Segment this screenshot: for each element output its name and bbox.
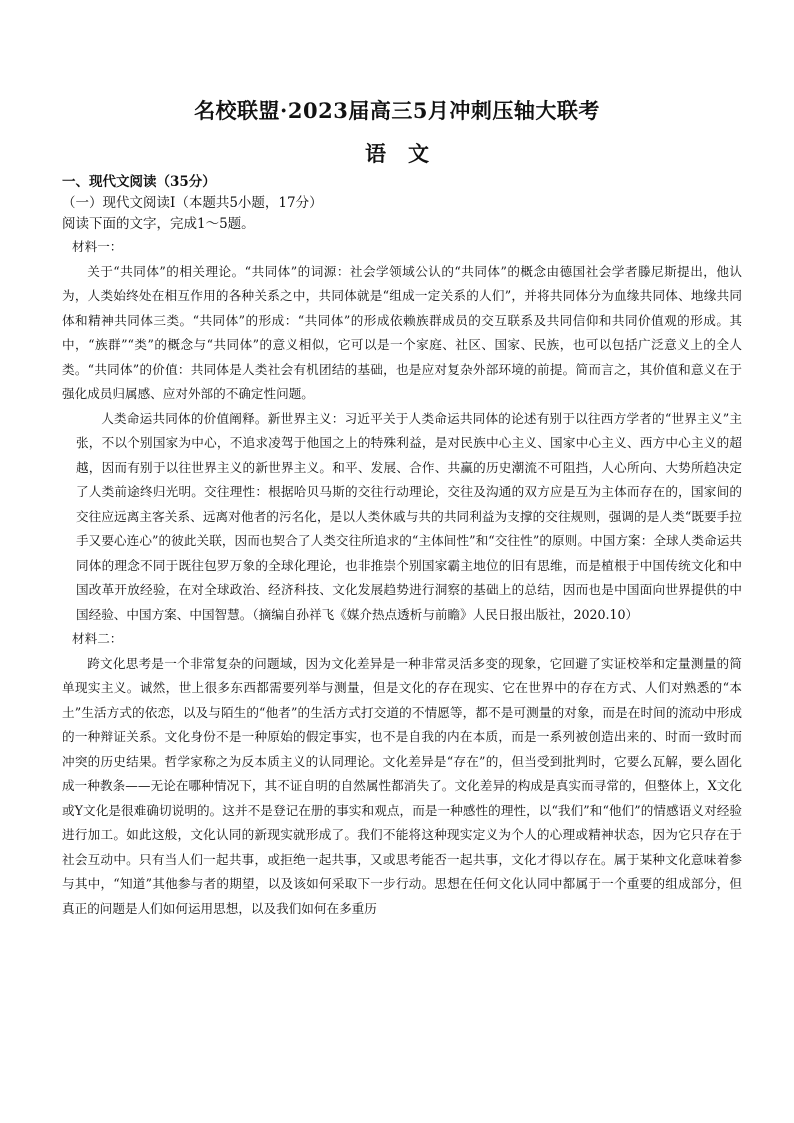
material1-label: 材料一： [72, 239, 123, 254]
subject-title: 语文 [365, 141, 451, 166]
material1-paragraph-2: 人类命运共同体的价值阐释。新世界主义：习近平关于人类命运共同体的论述有别于以往西方学者的“世界主义”主张，不以个别国家为中心，不追求凌驾于他国之上的特殊利益，是对民族中心主义、国家中心主义、西方中心主义的超越，因而有别于以往世界主义的新世界主义。和平、发展、合作、共赢的历史潮流不可阻挡，人心所向、大势所趋决定了人类前途终归光明。交往理性：根据哈贝马斯的交往行动理论，交往及沟通的双方应是互为主体而存在的，国家间的交往应远离主客关系、远离对他者的污名化，是以人类休戚与共的共同利益为支撑的交往规则，强调的是人类“既要手拉手又要心连心”的彼此关联，因而也契合了人类交往所追求的“主体间性”和“交往性”的原则。中国方案：全球人类命运共同体的理念不同于既往包罗万象的全球化理论，也非推崇个别国家霸主地位的旧有思维，而是植根于中国传统文化和中国改革开放经验，在对全球政治、经济科技、文化发展趋势进行洞察的基础上的总结，因而也是中国面向世界提供的中国经验、中国方案、中国智慧。（摘编自孙祥飞《媒介热点透析与前瞻》人民日报出版社，2020.10） [76, 410, 742, 622]
section-subheading: （一）现代文阅读Ⅰ（本题共5小题，17分） [62, 195, 323, 211]
material1-paragraph-1: 关于“共同体”的相关理论。“共同体”的词源：社会学领域公认的“共同体”的概念由德国社会学者滕尼斯提出，他认为，人类始终处在相互作用的各种关系之中，共同体就是“组成一定关系的人们”，并将共同体分为血缘共同体、地缘共同体和精神共同体三类。“共同体”的形成：“共同体”的形成依赖族群成员的交互联系及共同信仰和共同价值观的形成。其中，“族群”“类”的概念与“共同体”的意义相似，它可以是一个家庭、社区、国家、民族，也可以包括广泛意义上的全人类。“共同体”的价值：共同体是人类社会有机团结的基础，也是应对复杂外部环境的前提。简而言之，其价值和意义在于强化成员归属感、应对外部的不确定性问题。 [62, 263, 742, 401]
exam-content [62, 172, 742, 921]
material2-paragraph-1: 跨文化思考是一个非常复杂的问题域，因为文化差异是一种非常灵活多变的现象，它回避了实证校举和定量测量的简单现实主义。诚然，世上很多东西都需要列举与测量，但是文化的存在现实、它在世界中的存在方式、人们对熟悉的“本土”生活方式的依恋，以及与陌生的“他者”的生活方式打交道的不情愿等，都不是可测量的对象，而是在时间的流动中形成的一种辩证关系。文化身份不是一种原始的假定事实，也不是自我的内在本质，而是一系列被创造出来的、时而一致时而冲突的历史结果。哲学家称之为反本质主义的认同理论。文化差异是“存在”的，但当受到批判时，它要么瓦解，要么固化成一种教条——无论在哪种情况下，其不证自明的自然属性都消失了。文化差异的构成是真实而寻常的，但整体上，X文化或Y文化是很难确切说明的。这并不是登记在册的事实和观点，而是一种感性的理性，以“我们”和“他们”的情感语义对经验进行加工。如此这般，文化认同的新现实就形成了。我们不能将这种现实定义为个人的心理或精神状态，因为它只存在于社会互动中。只有当人们一起共事，或拒绝一起共事，又或思考能否一起共事，文化才得以存在。属于某种文化意味着参与其中，“知道”其他参与者的期望，以及该如何采取下一步行动。思想在任何文化认同中都属于一个重要的组成部分，但真正的问题是人们如何运用思想，以及我们如何在多重历 [62, 655, 742, 916]
section-heading: 一、现代文阅读（35分） [62, 174, 216, 190]
material2-label: 材料二： [72, 631, 123, 646]
reading-instruction: 阅读下面的文字，完成1～5题。 [62, 216, 255, 232]
exam-title: 名校联盟·2023届高三5月冲刺压轴大联考 [194, 98, 600, 123]
